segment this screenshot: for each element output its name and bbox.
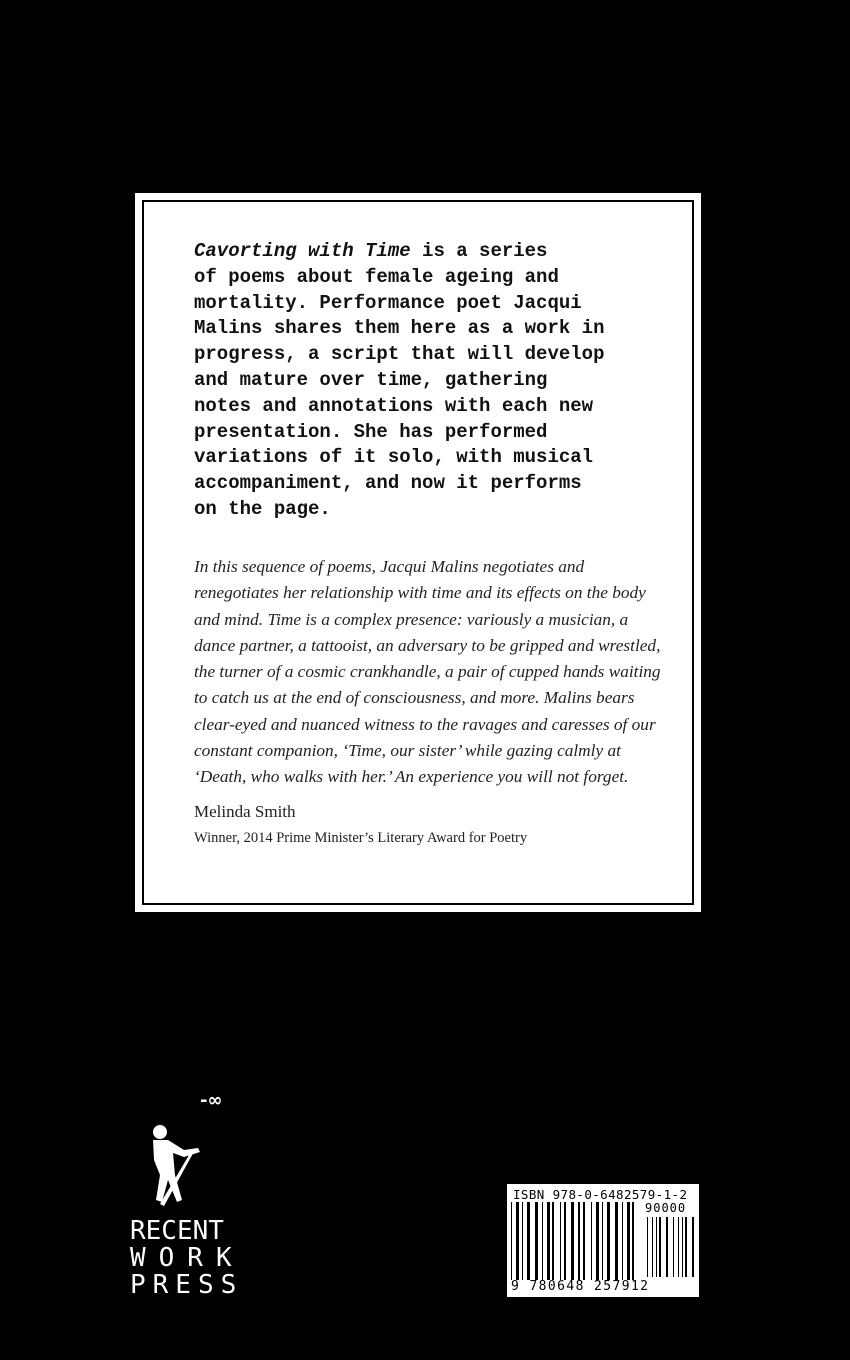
- description-line: on the page.: [194, 497, 331, 520]
- description-line: Malins shares them here as a work in: [194, 317, 605, 340]
- isbn-barcode: [507, 1184, 699, 1297]
- barcode-bar: [596, 1202, 599, 1280]
- barcode-bar: [678, 1217, 679, 1277]
- barcode-bar: [542, 1202, 543, 1280]
- barcode-bar: [571, 1202, 574, 1280]
- barcode-bar: [615, 1202, 618, 1280]
- publisher-line-work: WORK: [130, 1243, 245, 1273]
- publisher-name: [130, 1216, 245, 1300]
- quote-line: In this sequence of poems, Jacqui Malins negotiates and: [194, 557, 585, 576]
- barcode-bar: [656, 1217, 657, 1277]
- barcode-bar: [659, 1217, 661, 1277]
- barcode-bar: [516, 1202, 519, 1280]
- barcode-bar: [535, 1202, 538, 1280]
- description-line: progress, a script that will develop: [194, 343, 605, 366]
- barcode-bar: [607, 1202, 610, 1280]
- description-line: accompaniment, and now it performs: [194, 472, 582, 495]
- barcode-bar: [564, 1202, 566, 1280]
- description-line: presentation. She has performed: [194, 420, 548, 443]
- description-line: mortality. Performance poet Jacqui: [194, 291, 582, 314]
- cricketer-silhouette-icon: [140, 1120, 210, 1220]
- publisher-logo-mark: -∞: [200, 1090, 223, 1111]
- barcode-bar: [666, 1217, 668, 1277]
- endorser-credential: Winner, 2014 Prime Minister’s Literary Award for Poetry: [194, 830, 528, 846]
- endorsement-quote: [194, 554, 674, 791]
- book-description: [194, 239, 664, 523]
- barcode-bar: [682, 1217, 683, 1277]
- quote-line: clear-eyed and nuanced witness to the ravages and caresses of our: [194, 714, 656, 734]
- barcode-bar: [511, 1202, 512, 1280]
- barcode-bar: [692, 1217, 694, 1277]
- price-addon-bars: [647, 1217, 695, 1277]
- barcode-bar: [560, 1202, 561, 1280]
- barcode-bar: [685, 1217, 687, 1277]
- back-cover-blurb-panel: [135, 193, 701, 912]
- description-line: variations of it solo, with musical: [194, 446, 594, 469]
- barcode-bar: [591, 1202, 592, 1280]
- description-line: and mature over time, gathering: [194, 368, 548, 391]
- barcode-bar: [622, 1202, 623, 1280]
- description-line: notes and annotations with each new: [194, 394, 594, 417]
- barcode-bar: [522, 1202, 523, 1280]
- quote-line: dance partner, a tattooist, an adversary to be gripped and wrestled,: [194, 635, 661, 655]
- book-title: Cavorting with Time: [194, 240, 411, 262]
- quote-line: the turner of a cosmic crankhandle, a pair of cupped hands waiting: [194, 662, 661, 682]
- barcode-bar: [578, 1202, 580, 1280]
- barcode-bar: [652, 1217, 653, 1277]
- barcode-bar: [552, 1202, 554, 1280]
- barcode-bar: [632, 1202, 634, 1280]
- quote-line: to catch us at the end of consciousness, and more. Malins bears: [194, 688, 635, 708]
- quote-line: and mind. Time is a complex presence: variously a musician, a: [194, 609, 629, 629]
- ean-digits: 9 780648 257912: [511, 1279, 650, 1294]
- barcode-bar: [527, 1202, 530, 1280]
- endorser-name: Melinda Smith: [194, 802, 296, 821]
- ean13-bars: [511, 1202, 637, 1280]
- isbn-number: ISBN 978-0-6482579-1-2: [513, 1187, 688, 1202]
- barcode-bar: [547, 1202, 550, 1280]
- publisher-line-press: PRESS: [130, 1270, 244, 1300]
- price-code: 90000: [645, 1201, 687, 1215]
- blurb-frame: [142, 200, 694, 905]
- barcode-bar: [647, 1217, 648, 1277]
- barcode-bar: [627, 1202, 630, 1280]
- description-line-1: Cavorting with Time is a series: [194, 240, 548, 262]
- barcode-bar: [673, 1217, 674, 1277]
- barcode-bar: [583, 1202, 585, 1280]
- quote-line: renegotiates her relationship with time and its effects on the body: [194, 583, 646, 603]
- quote-line: constant companion, ‘Time, our sister’ while gazing calmly at: [194, 741, 621, 761]
- barcode-bar: [602, 1202, 603, 1280]
- publisher-line-recent: RECENT: [130, 1216, 224, 1246]
- quote-line: ‘Death, who walks with her.’ An experience you will not forget.: [194, 767, 629, 787]
- description-line: of poems about female ageing and: [194, 265, 559, 288]
